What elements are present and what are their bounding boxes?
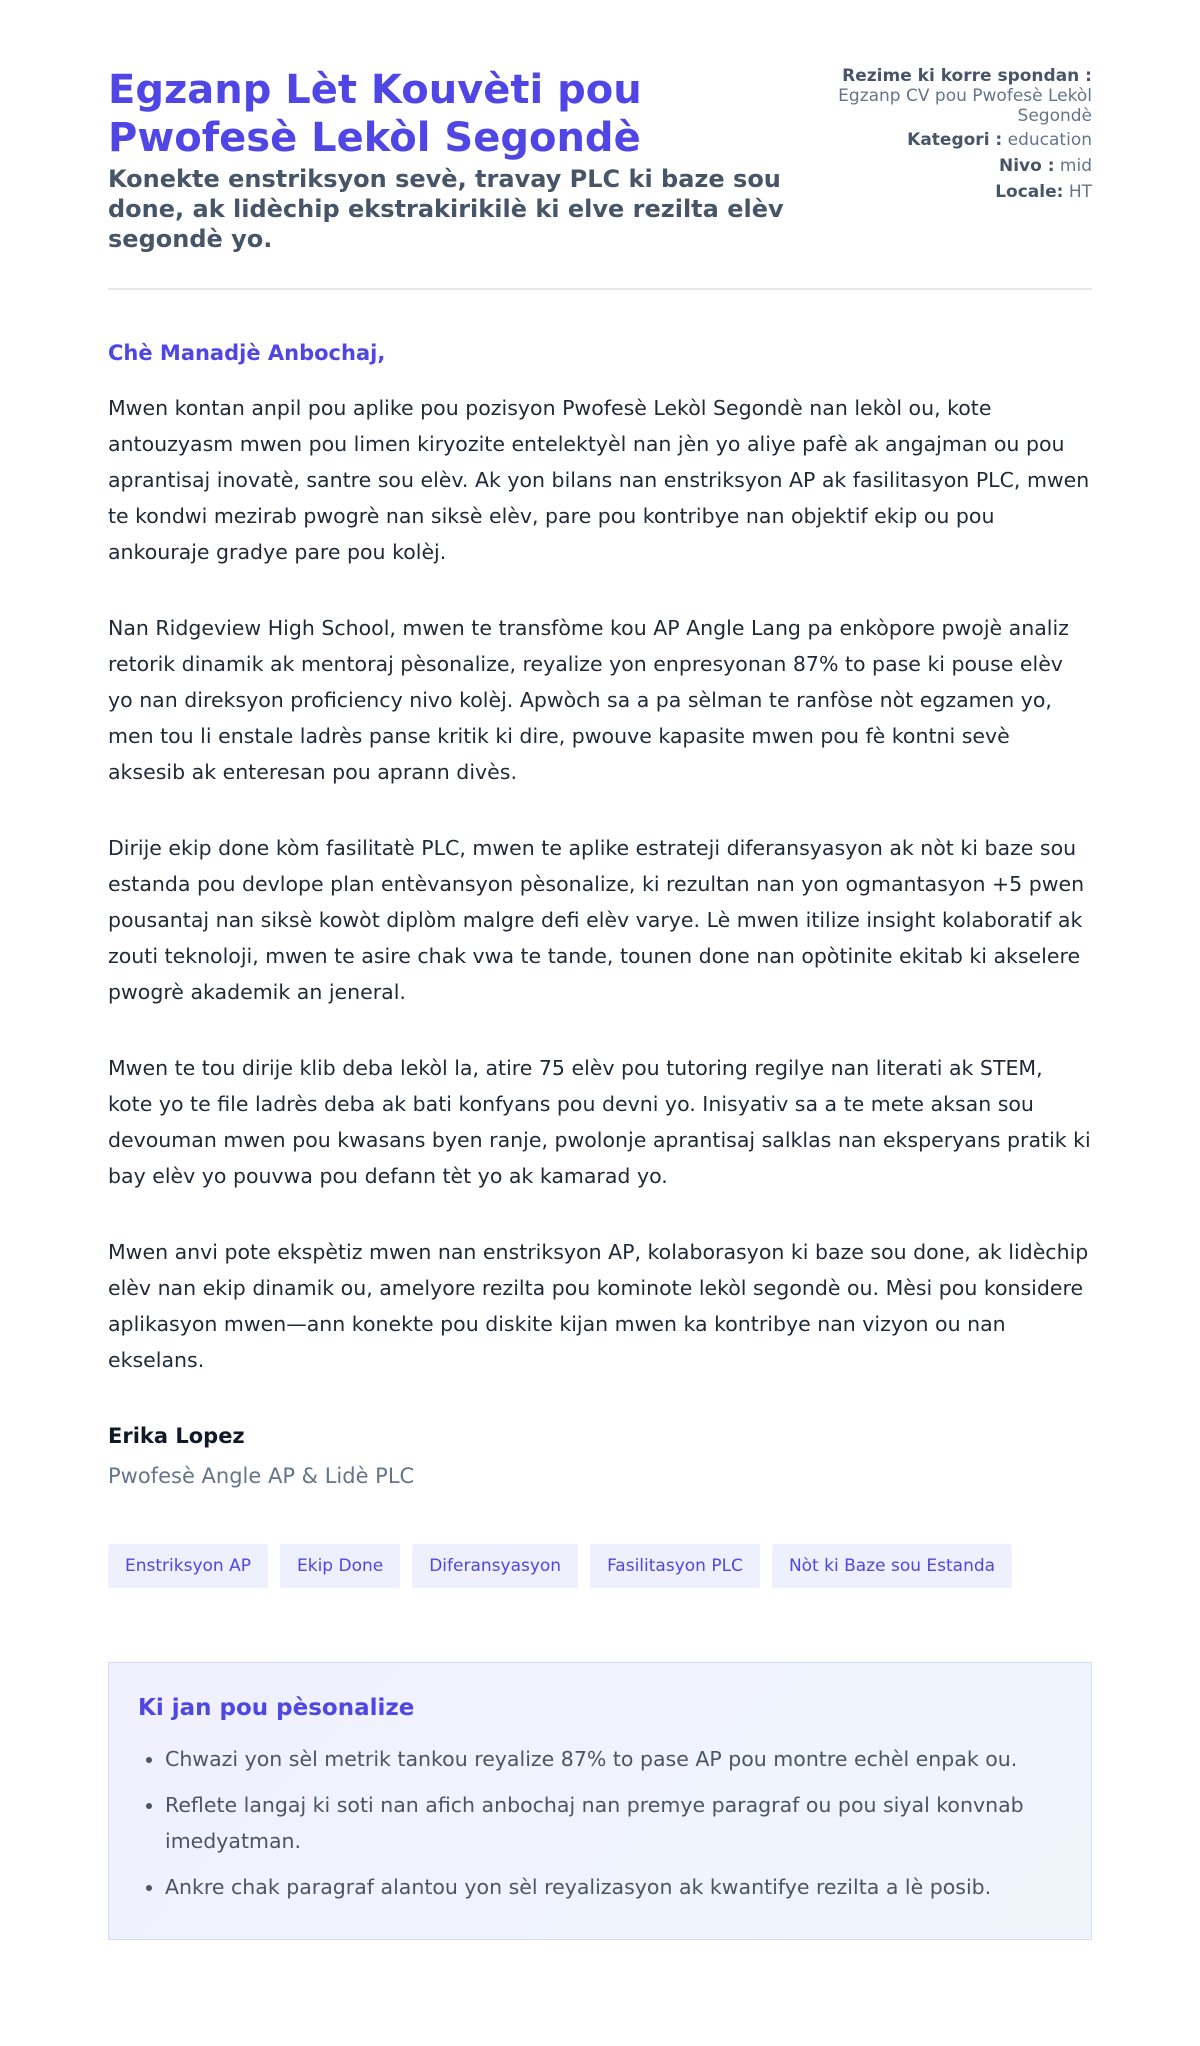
- meta-category-label: Kategori :: [907, 130, 1003, 150]
- tips-list: [138, 1741, 1062, 1905]
- signature-title: Pwofesè Angle AP & Lidè PLC: [108, 1464, 415, 1488]
- letter-greeting: Chè Manadjè Anbochaj,: [108, 341, 386, 365]
- tag-ap-instruction: Enstriksyon AP: [108, 1544, 268, 1588]
- letter-paragraph-3: Dirije ekip done kòm fasilitatè PLC, mwen te aplike estrateji diferansyasyon ak nòt ki baze sou estanda pou devlope plan entèvansyon pèsonalize, ki rezultan nan yon ogmantasyon +5 pwen pousantaj nan siksè kowòt diplòm malgre defi elèv varye. Lè mwen itilize insight kolaboratif ak zouti teknoloji, mwen te asire chak vwa te tande, tounen done nan opòtinite ekitab ki akselere pwogrè akademik an jeneral.: [108, 836, 1085, 1004]
- header-titles: [108, 66, 797, 254]
- meta-level-value: mid: [1059, 156, 1092, 176]
- letter-paragraph-1: Mwen kontan anpil pou aplike pou pozisyon Pwofesè Lekòl Segondè nan lekòl ou, kote antouzyasm mwen pou limen kiryozite entelektyèl nan jèn yo aliye pafè ak angajman ou pou aprantisaj inovatè, santre sou elèv. Ak yon bilans nan enstriksyon AP ak fasilitasyon PLC, mwen te kondwi mezirab pwogrè nan siksè elèv, pare pou kontribye nan objektif ekip ou pou ankouraje gradye pare pou kolèj.: [108, 396, 1090, 564]
- meta-panel: [797, 66, 1092, 254]
- letter-paragraph-5: Mwen anvi pote ekspètiz mwen nan enstriksyon AP, kolaborasyon ki baze sou done, ak lidèchip elèv nan ekip dinamik ou, amelyore rezilta pou kominote lekòl segondè ou. Mèsi pou konsidere aplikasyon mwen—ann konekte pou diskite kijan mwen ka kontribye nan vizyon ou nan ekselans.: [108, 1240, 1089, 1372]
- meta-category: [797, 130, 1092, 150]
- meta-resume: [797, 66, 1092, 126]
- tag-plc-facilitation: Fasilitasyon PLC: [590, 1544, 760, 1588]
- page-header: [108, 0, 1092, 290]
- letter-paragraph-4: Mwen te tou dirije klib deba lekòl la, atire 75 elèv pou tutoring regilye nan literati ak STEM, kote yo te file ladrès deba ak bati konfyans pou devni yo. Inisyativ sa a te mete aksan sou devouman mwen pou kwasans byen ranje, pwolonje aprantisaj salklas nan eksperyans pratik ki bay elèv yo pouvwa pou defann tèt yo ak kamarad yo.: [108, 1056, 1091, 1188]
- tip-item: • Ankre chak paragraf alantou yon sèl reyalizasyon ak kwantifye rezilta a lè posib.: [165, 1869, 1062, 1905]
- meta-locale-label: Locale:: [995, 182, 1064, 202]
- customization-tips-box: [108, 1662, 1092, 1940]
- tips-title: Ki jan pou pèsonalize: [138, 1695, 415, 1721]
- meta-level-label: Nivo :: [998, 156, 1055, 176]
- tip-item: • Reflete langaj ki soti nan afich anbochaj nan premye paragraf ou pou siyal konvnab imedyatman.: [165, 1787, 1062, 1859]
- signature-name: Erika Lopez: [108, 1424, 245, 1448]
- meta-locale: [797, 182, 1092, 202]
- tip-item: • Chwazi yon sèl metrik tankou reyalize 87% to pase AP pou montre echèl enpak ou.: [165, 1741, 1062, 1777]
- meta-category-value: education: [1007, 130, 1092, 150]
- tag-differentiation: Diferansyasyon: [412, 1544, 578, 1588]
- meta-level: [797, 156, 1092, 176]
- meta-resume-label: Rezime ki korre spondan :: [842, 66, 1092, 86]
- meta-resume-value: Egzanp CV pou Pwofesè Lekòl Segondè: [838, 86, 1092, 126]
- tag-standards-based-grading: Nòt ki Baze sou Estanda: [772, 1544, 1012, 1588]
- skill-tags: [108, 1544, 1092, 1588]
- tag-data-team: Ekip Done: [280, 1544, 400, 1588]
- meta-locale-value: HT: [1068, 182, 1092, 202]
- page-subtitle: Konekte enstriksyon sevè, travay PLC ki baze sou done, ak lidèchip ekstrakirikilè ki elve rezilta elèv segondè yo.: [108, 165, 784, 253]
- letter-body: [108, 290, 1092, 1940]
- page-title: Egzanp Lèt Kouvèti pou Pwofesè Lekòl Segondè: [108, 67, 642, 161]
- letter-paragraph-2: Nan Ridgeview High School, mwen te transfòme kou AP Angle Lang pa enkòpore pwojè analiz retorik dinamik ak mentoraj pèsonalize, reyalize yon enpresyonan 87% to pase ki pouse elèv yo nan direksyon proficiency nivo kolèj. Apwòch sa a pa sèlman te ranfòse nòt egzamen yo, men tou li enstale ladrès panse kritik ki dire, pwouve kapasite mwen pou fè kontni sevè aksesib ak enteresan pou aprann divès.: [108, 616, 1069, 784]
